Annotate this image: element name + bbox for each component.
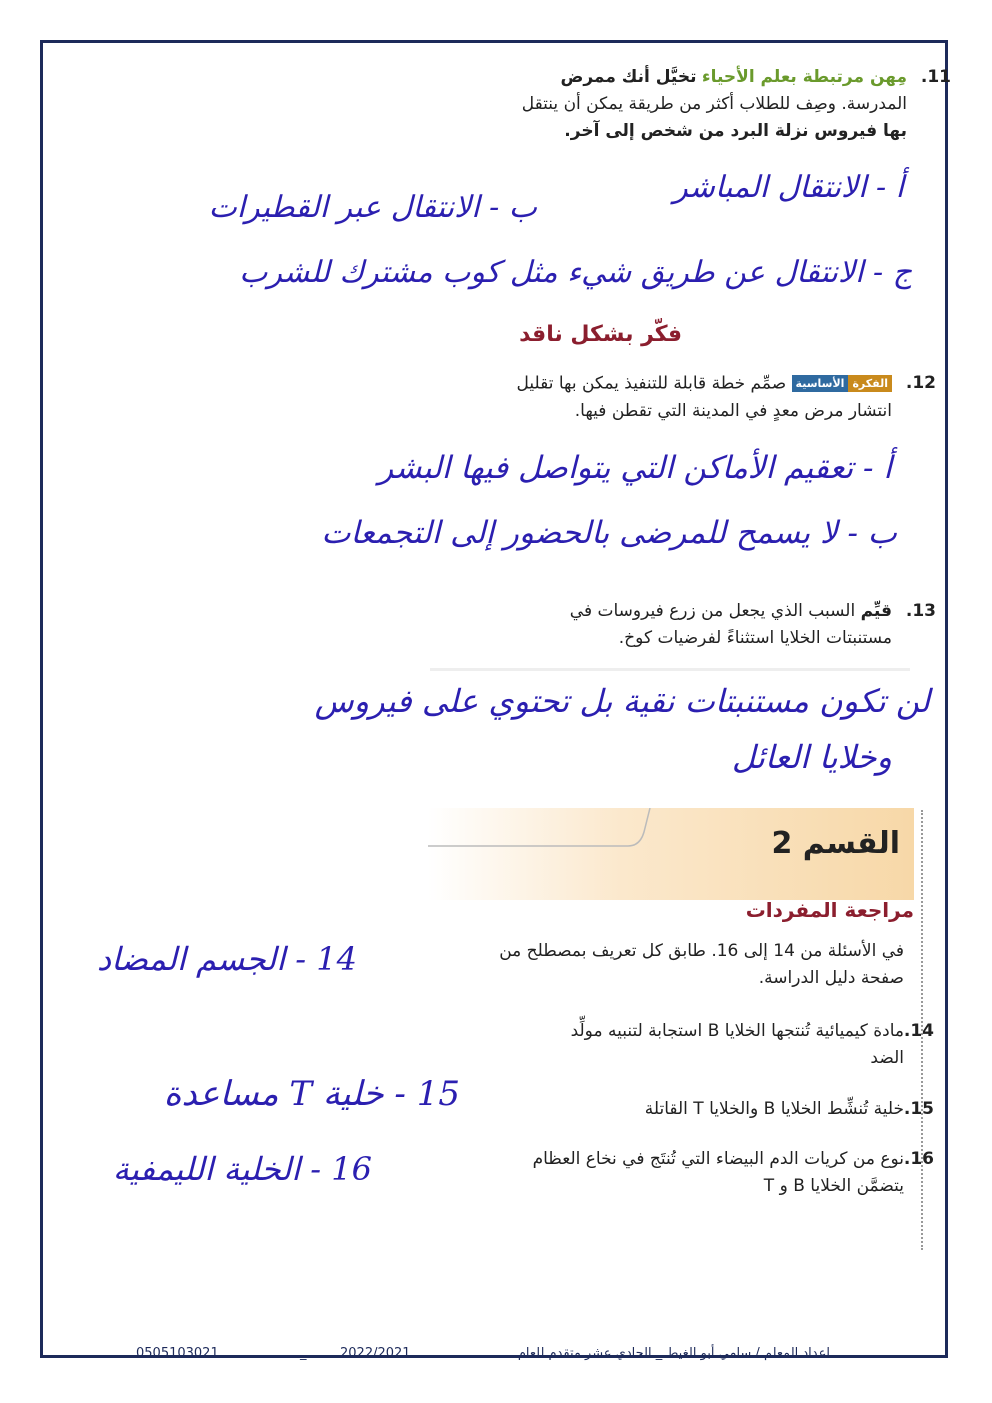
handwritten-answer: 15 - خلية T مساعدة	[163, 1074, 460, 1114]
question-text-line: انتشار مرض معدٍ في المدينة التي تقطن فيها.	[574, 400, 892, 421]
page-footer	[130, 1346, 830, 1360]
section-heading: فكّر بشكل ناقد	[519, 322, 682, 347]
footer-phone: 0505103021	[136, 1346, 219, 1361]
question-text-line: صمِّم خطة قابلة للتنفيذ يمكن بها تقليل	[516, 373, 787, 394]
main-idea-badge: الفكرةالأساسية	[792, 370, 892, 397]
intro-line: صفحة دليل الدراسة.	[758, 968, 904, 988]
question-number: 16.	[903, 1149, 934, 1169]
question-number: 15.	[903, 1099, 934, 1119]
footer-credit: اعداد المعلم / سامي أبو الغيط _ الحادي عشر متقدم للعام	[517, 1346, 830, 1361]
question-text-line: مستنبتات الخلايا استثناءً لفرضيات كوخ.	[618, 628, 892, 648]
vocab-intro	[424, 938, 904, 992]
handwritten-answer: أ - تعقيم الأماكن التي يتواصل فيها البشر	[378, 450, 892, 486]
question-13	[412, 598, 936, 652]
question-text-line: تخيَّل أنك ممرض	[560, 67, 697, 87]
section-banner	[428, 808, 914, 900]
question-text-line: المدرسة. وصِف للطلاب أكثر من طريقة يمكن أن ينتقل	[521, 94, 907, 114]
handwritten-answer: أ - الانتقال المباشر	[673, 170, 904, 205]
handwritten-answer: لن تكون مستنبتات نقية بل تحتوي على فيروس	[314, 682, 930, 720]
question-text-line: بها فيروس نزلة البرد من شخص إلى آخر.	[564, 121, 907, 141]
question-text-line: مادة كيميائية تُنتجها الخلايا B استجابة لتنبيه مولِّد	[570, 1021, 904, 1041]
question-text-line: السبب الذي يجعل من زرع فيروسات في	[569, 601, 856, 621]
question-number: 13.	[905, 601, 936, 621]
question-15	[454, 1096, 934, 1123]
handwritten-answer: 14 - الجسم المضاد	[96, 940, 357, 978]
handwritten-answer: وخلايا العائل	[731, 738, 892, 776]
career-tag: مِهن مرتبطة بعلم الأحياء	[701, 67, 907, 87]
handwritten-answer: ب - لا يسمح للمرضى بالحضور إلى التجمعات	[321, 515, 897, 551]
vocab-heading: مراجعة المفردات	[745, 898, 914, 922]
question-text-line: خلية تُنشِّط الخلايا B والخلايا T القاتلة	[644, 1099, 904, 1119]
question-text-line: نوع من كريات الدم البيضاء التي تُنتَج في نخاع العظام	[532, 1149, 904, 1169]
question-12	[372, 370, 936, 425]
question-number: 11.	[920, 67, 951, 87]
handwritten-answer: ج - الانتقال عن طريق شيء مثل كوب مشترك للشرب	[239, 255, 912, 290]
footer-separator: _	[300, 1346, 307, 1361]
question-number: 12.	[905, 373, 936, 393]
divider	[430, 668, 910, 671]
question-16	[424, 1146, 934, 1200]
handwritten-answer: ب - الانتقال عبر القطيرات	[208, 190, 537, 225]
question-number: 14.	[903, 1021, 934, 1041]
intro-line: في الأسئلة من 14 إلى 16. طابق كل تعريف بمصطلح من	[499, 941, 904, 961]
question-verb: قيِّم	[860, 601, 892, 621]
question-text-line: يتضمَّن الخلايا B و T	[763, 1176, 904, 1196]
section-title: القسم 2	[771, 826, 900, 861]
handwritten-answer: 16 - الخلية الليمفية	[112, 1150, 372, 1188]
question-text-line: الضد	[870, 1048, 904, 1068]
question-14	[454, 1018, 934, 1072]
question-11	[367, 64, 951, 145]
footer-year: 2022/2021	[340, 1346, 411, 1361]
